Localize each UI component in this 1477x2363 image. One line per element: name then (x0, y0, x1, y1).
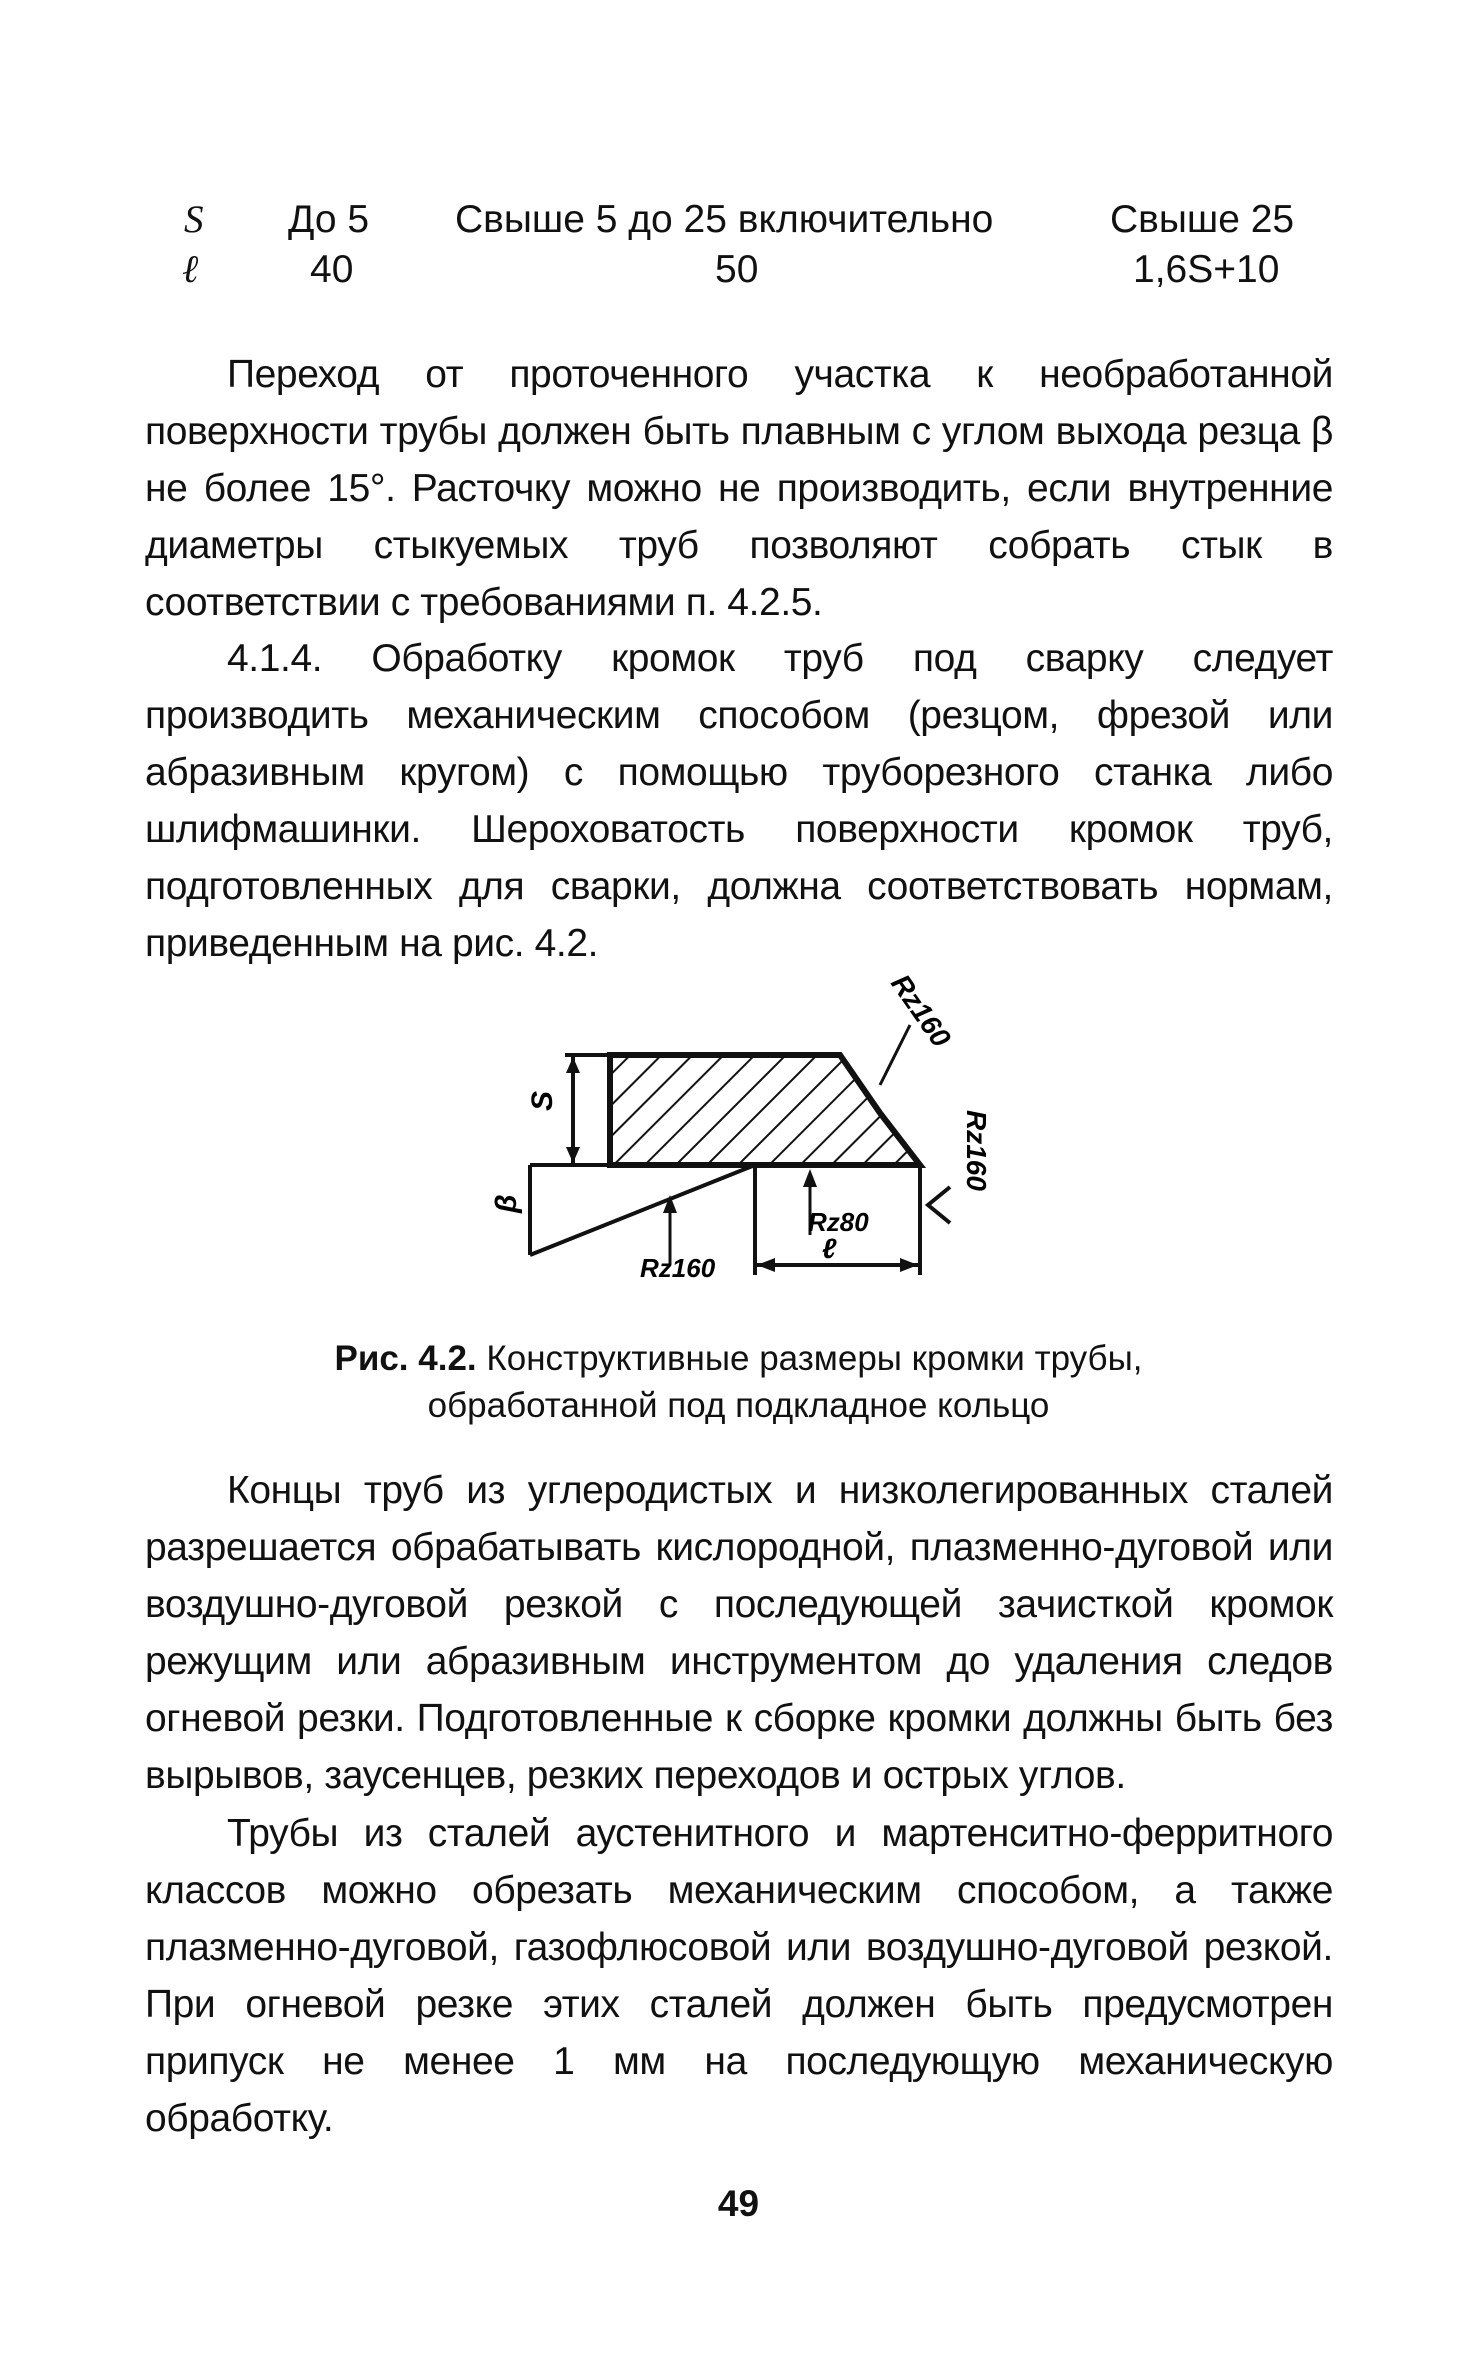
paragraph-transition: Переход от проточенного участка к необработанной поверхности трубы должен быть плавным с углом выхода резца β не более 15°. Расточку можно не производить, если внутренние диаметры стыкуемых труб позволяют собрать стык в соответствии с требованиями п. 4.2.5. (145, 353, 1333, 624)
cell-up-to-5: До 5 (288, 198, 370, 241)
table-row-length (178, 246, 1328, 294)
pipe-edge-diagram (470, 965, 1030, 1305)
cell-formula: 1,6S+10 (1133, 248, 1280, 291)
pointer-rz160-top (880, 1025, 910, 1085)
cross-section-hatched (610, 1055, 920, 1165)
table-row-thickness (178, 196, 1328, 244)
label-rz160-top: Rz160 (885, 968, 957, 1053)
cell-50: 50 (715, 248, 759, 291)
bevel-line (530, 1165, 755, 1255)
page-number: 49 (717, 2183, 760, 2224)
paragraph-carbon-steels: Концы труб из углеродистых и низколегированных сталей разрешается обрабатывать кислородной, плазменно-дуговой или воздушно-дуговой резкой с последующей зачисткой кромок режущим или абразивным инструментом до удаления следов огневой резки. Подготовленные к сборке кромки должны быть без вырывов, заусенцев, резких переходов и острых углов. (145, 1469, 1333, 1797)
caption-line-2: обработанной под подкладное кольцо (427, 1386, 1050, 1425)
cell-over-25: Свыше 25 (1110, 198, 1295, 241)
label-rz160-bottom: Rz160 (640, 1253, 716, 1283)
cell-5-to-25: Свыше 5 до 25 включительно (455, 198, 994, 241)
label-rz80: Rz80 (808, 1207, 869, 1237)
pointer-rz160-right (928, 1187, 950, 1223)
arrow-l-right (900, 1258, 918, 1272)
arrow-s-bottom (566, 1147, 580, 1163)
arrow-l-left (757, 1258, 775, 1272)
label-s: S (526, 1090, 559, 1111)
symbol-s: S (184, 198, 204, 241)
paragraph-4-1-4: 4.1.4. Обработку кромок труб под сварку следует производить механическим способом (резцом, фрезой или абразивным кругом) с помощью труборезного станка либо шлифмашинки. Шероховатость поверхности кромок труб, подготовленных для сварки, должна соответствовать нормам, приведенным на рис. 4.2. (145, 637, 1333, 965)
label-beta: β (490, 1194, 523, 1213)
paragraph-austenitic-steels: Трубы из сталей аустенитного и мартенситно-ферритного классов можно обрезать механическим способом, а также плазменно-дуговой, газофлюсовой или воздушно-дуговой резкой. При огневой резке этих сталей должен быть предусмотрен припуск не менее 1 мм на последующую механическую обработку. (145, 1812, 1333, 2140)
caption-figure-number: Рис. 4.2. (334, 1339, 477, 1378)
symbol-l: ℓ (182, 248, 199, 291)
caption-text-1: Конструктивные размеры кромки трубы, (486, 1339, 1143, 1378)
caption-line-1 (250, 1335, 1227, 1382)
figure-caption (250, 1335, 1227, 1429)
label-rz160-right: Rz160 (961, 1110, 992, 1191)
cell-40: 40 (310, 248, 354, 291)
arrow-rz80 (803, 1169, 817, 1187)
arrow-s-top (566, 1057, 580, 1073)
label-l: ℓ (822, 1233, 837, 1264)
